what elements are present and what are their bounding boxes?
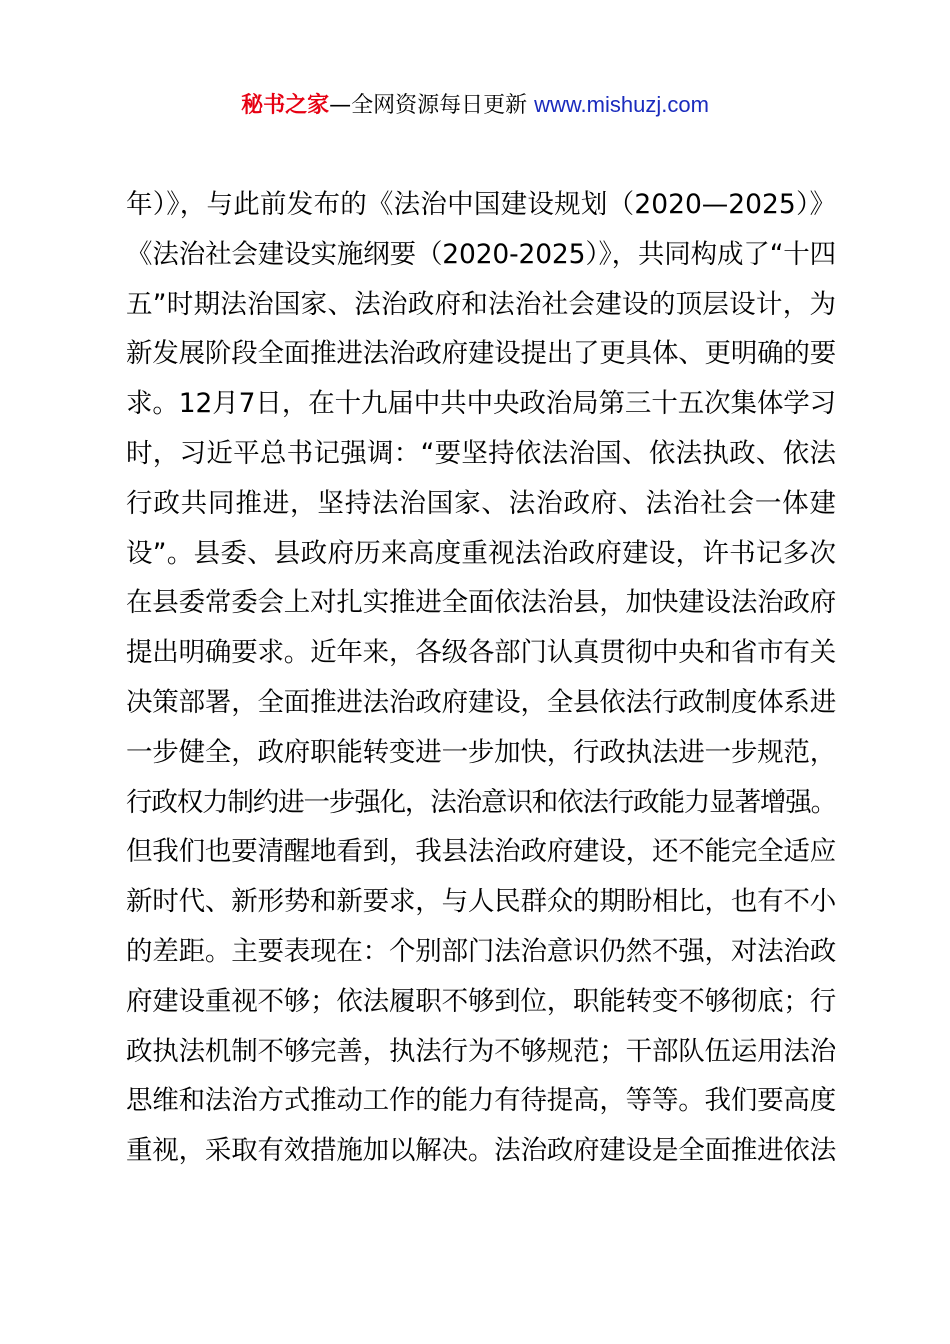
body-line: 决策部署，全面推进法治政府建设，全县依法行政制度体系进: [126, 686, 836, 718]
website-link[interactable]: www.mishuzj.com: [534, 92, 709, 117]
body-line: 行政共同推进，坚持法治国家、法治政府、法治社会一体建: [126, 487, 836, 519]
body-line: 《法治社会建设实施纲要（2020-2025）》，共同构成了“十四: [126, 238, 836, 270]
body-line: 设”。县委、县政府历来高度重视法治政府建设，许书记多次: [126, 537, 836, 569]
body-line: 新时代、新形势和新要求，与人民群众的期盼相比，也有不小: [126, 886, 836, 918]
body-line: 但我们也要清醒地看到，我县法治政府建设，还不能完全适应: [126, 836, 836, 868]
header-tagline: —全网资源每日更新: [329, 93, 528, 118]
body-line: 新发展阶段全面推进法治政府建设提出了更具体、更明确的要: [126, 338, 836, 370]
body-line: 求。12月7日，在十九届中共中央政治局第三十五次集体学习: [126, 388, 837, 420]
document-body: [126, 180, 836, 1176]
body-line: 思维和法治方式推动工作的能力有待提高，等等。我们要高度: [126, 1085, 836, 1117]
body-line: 提出明确要求。近年来，各级各部门认真贯彻中央和省市有关: [126, 637, 836, 669]
body-line: 重视，采取有效措施加以解决。法治政府建设是全面推进依法: [126, 1135, 836, 1167]
body-line: 府建设重视不够；依法履职不够到位，职能转变不够彻底；行: [126, 985, 836, 1017]
body-line: 五”时期法治国家、法治政府和法治社会建设的顶层设计，为: [126, 288, 836, 320]
body-line: 时，习近平总书记强调：“要坚持依法治国、依法执政、依法: [126, 437, 836, 469]
page-header: [0, 88, 950, 123]
body-line: 一步健全，政府职能转变进一步加快，行政执法进一步规范，: [126, 736, 836, 768]
body-line: 年）》，与此前发布的《法治中国建设规划（2020—2025）》: [126, 189, 836, 220]
body-line: 政执法机制不够完善，执法行为不够规范；干部队伍运用法治: [126, 1035, 836, 1067]
body-line: 行政权力制约进一步强化，法治意识和依法行政能力显著增强。: [126, 786, 836, 818]
brand-name: 秘书之家: [241, 93, 330, 118]
body-line: 的差距。主要表现在：个别部门法治意识仍然不强，对法治政: [126, 935, 836, 967]
body-line: 在县委常委会上对扎实推进全面依法治县，加快建设法治政府: [126, 587, 836, 619]
